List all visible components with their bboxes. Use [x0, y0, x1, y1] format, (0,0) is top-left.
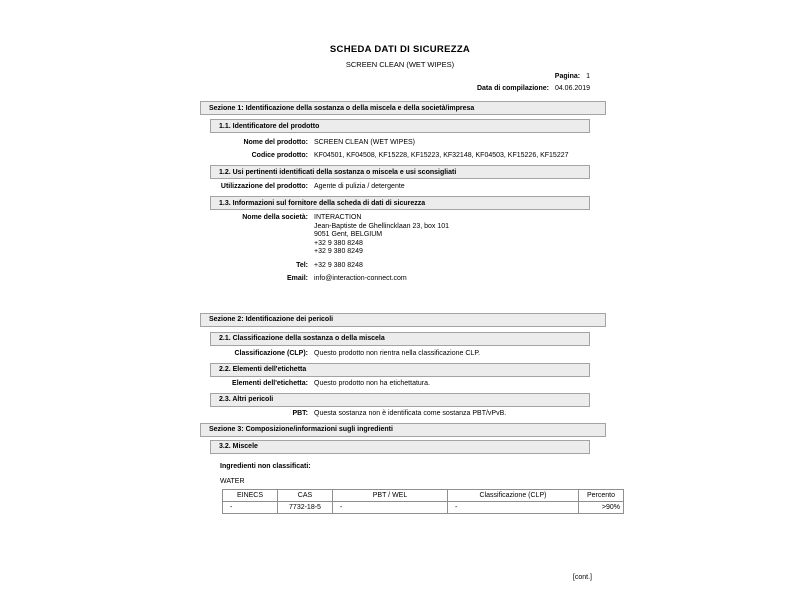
tel-label: Tel:	[296, 261, 308, 269]
company-phone-2: +32 9 380 8249	[314, 248, 363, 256]
compile-date-value: 04.06.2019	[554, 85, 590, 92]
cell-pbt-wel: -	[333, 501, 448, 513]
tel-value: +32 9 380 8248	[314, 261, 363, 269]
product-use-row	[200, 183, 800, 191]
product-name-subtitle: SCREEN CLEAN (WET WIPES)	[345, 60, 455, 69]
unclassified-ingredients-heading: Ingredienti non classificati:	[220, 462, 311, 470]
label-elements-row	[200, 380, 800, 388]
label-elements-value: Questo prodotto non ha etichettatura.	[314, 379, 430, 387]
ingredient-name: WATER	[220, 477, 245, 485]
clp-classification-value: Questo prodotto non rientra nella classificazione CLP.	[314, 349, 481, 357]
cell-cas: 7732-18-5	[278, 501, 333, 513]
page-number-value: 1	[586, 73, 590, 80]
company-name: INTERACTION	[314, 214, 362, 221]
section1-sub2-heading: 1.2. Usi pertinenti identificati della sostanza o miscela e usi sconsigliati	[210, 165, 590, 179]
compile-date-line	[0, 85, 800, 93]
compile-date-label: Data di compilazione:	[476, 85, 549, 92]
tel-row	[200, 262, 800, 270]
section2-heading: Sezione 2: Identificazione dei pericoli	[200, 313, 606, 327]
clp-classification-label: Classificazione (CLP):	[234, 349, 308, 357]
section3-heading: Sezione 3: Composizione/informazioni sugli ingredienti	[200, 423, 606, 437]
col-header-einecs: EINECS	[223, 489, 278, 501]
cell-clp: -	[448, 501, 579, 513]
email-row	[200, 275, 800, 283]
pbt-value: Questa sostanza non è identificata come sostanza PBT/vPvB.	[314, 409, 507, 417]
col-header-pbt-wel: PBT / WEL	[333, 489, 448, 501]
col-header-percent: Percento	[579, 489, 624, 501]
section1-heading: Sezione 1: Identificazione della sostanza o della miscela e della società/impresa	[200, 101, 606, 115]
product-code-label: Codice prodotto:	[251, 152, 308, 159]
section2-sub1-heading: 2.1. Classificazione della sostanza o della miscela	[210, 332, 590, 346]
document-title: SCHEDA DATI DI SICUREZZA	[329, 44, 471, 55]
company-row	[200, 214, 800, 257]
company-street: Jean-Baptiste de Ghellincklaan 23, box 101	[314, 222, 450, 230]
product-code-row	[200, 152, 800, 160]
col-header-cas: CAS	[278, 489, 333, 501]
company-phone-1: +32 9 380 8248	[314, 239, 363, 247]
section2-sub3-heading: 2.3. Altri pericoli	[210, 393, 590, 407]
section2-sub2-heading: 2.2. Elementi dell'etichetta	[210, 363, 590, 377]
company-address-block	[314, 214, 449, 257]
ingredient-row-water	[223, 501, 624, 513]
cell-einecs: -	[223, 501, 278, 513]
page-number-label: Pagina:	[554, 73, 581, 80]
pbt-row	[200, 410, 800, 418]
section1-sub3-heading: 1.3. Informazioni sul fornitore della scheda di dati di sicurezza	[210, 196, 590, 210]
page-number-line	[0, 73, 800, 81]
continuation-marker: [cont.]	[572, 573, 592, 581]
product-name-row	[200, 139, 800, 147]
ingredients-table	[222, 489, 624, 514]
product-use-label: Utilizzazione del prodotto:	[220, 183, 308, 190]
section3-sub1-heading: 3.2. Miscele	[210, 440, 590, 454]
product-name-label: Nome del prodotto:	[243, 139, 308, 146]
label-elements-label: Elementi dell'etichetta:	[232, 379, 308, 387]
clp-classification-row	[200, 350, 800, 358]
section1-sub1-heading: 1.1. Identificatore del prodotto	[210, 119, 590, 133]
company-city: 9051 Gent, BELGIUM	[314, 231, 383, 239]
pbt-label: PBT:	[292, 409, 308, 417]
product-name-value: SCREEN CLEAN (WET WIPES)	[314, 139, 415, 146]
product-use-value: Agente di pulizia / detergente	[314, 183, 405, 190]
product-code-value: KF04501, KF04508, KF15228, KF15223, KF32148, KF04503, KF15226, KF15227	[314, 152, 569, 159]
ingredients-table-header-row	[223, 489, 624, 501]
cell-percent: >90%	[579, 501, 624, 513]
company-label: Nome della società:	[242, 214, 308, 221]
col-header-clp: Classificazione (CLP)	[448, 489, 579, 501]
email-value: info@interaction-connect.com	[314, 274, 407, 282]
email-label: Email:	[286, 274, 308, 282]
